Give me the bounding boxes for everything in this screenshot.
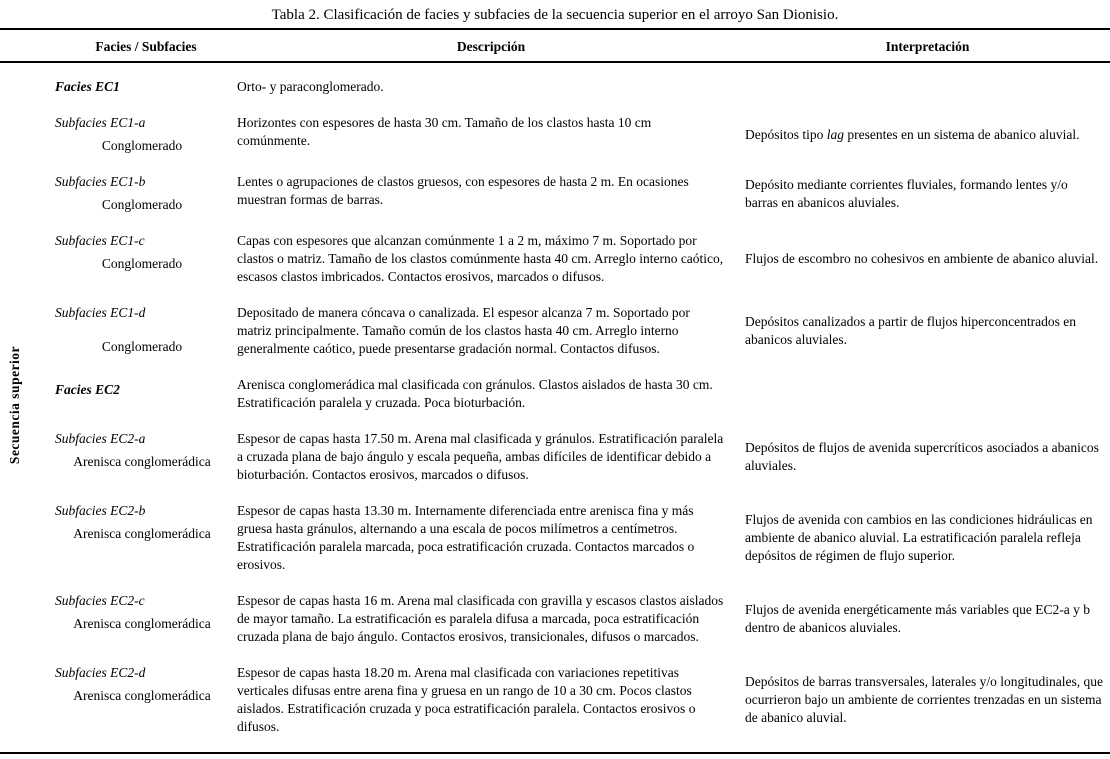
bottom-rule (0, 752, 1110, 754)
descripcion-cell: Orto- y paraconglomerado. (237, 79, 384, 94)
interpretacion-cell: Depósitos de barras transversales, laterales y/o longitudinales, que ocurrieron bajo un ambiente de corrientes trenzadas en un sistema de abanico aluvial. (745, 674, 1104, 725)
descripcion-cell: Espesor de capas hasta 18.20 m. Arena mal clasificada con variaciones repetitivas verticales difusas entre arena fina y gruesa en un rango de 10 a 30 cm. Pocos clastos aislados. Estratificación cruzada y poca estratificación paralela. Contactos erosivos o difusos. (237, 665, 696, 734)
table-row-subfacies-ec2-d (38, 664, 1110, 736)
top-rule (0, 28, 1110, 30)
subfacies-label: Subfacies EC1-d (55, 305, 146, 320)
subfacies-label: Subfacies EC2-c (55, 593, 145, 608)
header-rule (0, 61, 1110, 63)
lithology-label: Conglomerado (101, 197, 183, 212)
table-row-facies-ec1 (38, 78, 1110, 96)
interpretacion-cell: Depósitos canalizados a partir de flujos hiperconcentrados en abanicos aluviales. (745, 314, 1077, 347)
facies-label: Facies EC2 (55, 382, 120, 397)
interpretacion-cell: Flujos de avenida con cambios en las condiciones hidráulicas en ambiente de abanico aluvial. La estratificación paralela refleja depósitos de régimen de flujo superior. (745, 512, 1093, 563)
lithology-label: Arenisca conglomerádica (73, 688, 211, 703)
interpretacion-cell: Flujos de avenida energéticamente más variables que EC2-a y b dentro de abanicos aluviales. (745, 602, 1091, 635)
table-row-subfacies-ec1-b (38, 173, 1110, 214)
interpretacion-cell: Depósitos tipo lag presentes en un sistema de abanico aluvial. (745, 126, 1080, 142)
descripcion-cell: Capas con espesores que alcanzan comúnmente 1 a 2 m, máximo 7 m. Soportado por clastos o matriz. Tamaño de los clastos comúnmente hasta 40 cm. Arreglo interno caótico, escasos clastos imbricados. Contactos erosivos, marcados o difusos. (237, 233, 724, 284)
table-row-subfacies-ec1-c (38, 232, 1110, 286)
table-row-subfacies-ec2-b (38, 502, 1110, 574)
table-header-row (38, 36, 1110, 58)
subfacies-label: Subfacies EC1-b (55, 174, 146, 189)
interpretacion-cell: Depósitos de flujos de avenida supercríticos asociados a abanicos aluviales. (745, 440, 1099, 473)
italic-term: lag (826, 126, 845, 142)
descripcion-cell: Espesor de capas hasta 17.50 m. Arena mal clasificada y gránulos. Estratificación paralela a cruzada plana de bajo ángulo y escala pequeña, ambas difíciles de identificar debido a bioturbación. Contactos erosivos, marcados o difusos. (237, 431, 724, 482)
lithology-label: Arenisca conglomerádica (73, 454, 211, 469)
table-row-subfacies-ec1-a (38, 114, 1110, 155)
subfacies-label: Subfacies EC2-a (55, 431, 146, 446)
lithology-label: Conglomerado (101, 138, 183, 153)
descripcion-cell: Horizontes con espesores de hasta 30 cm. Tamaño de los clastos hasta 10 cm comúnmente. (237, 115, 652, 148)
descripcion-cell: Arenisca conglomerádica mal clasificada con gránulos. Clastos aislados de hasta 30 cm. Estratificación paralela y cruzada. Poca bioturbación. (237, 377, 713, 410)
facies-label: Facies EC1 (55, 79, 120, 94)
column-header-facies: Facies / Subfacies (95, 39, 197, 54)
table-body (38, 66, 1110, 736)
subfacies-label: Subfacies EC2-d (55, 665, 146, 680)
table-row-facies-ec2 (38, 376, 1110, 412)
descripcion-cell: Espesor de capas hasta 16 m. Arena mal clasificada con gravilla y escasos clastos aislados de mayor tamaño. La estratificación es paralela difusa a marcada, poca estratificación cruzada plana de bajo ángulo. Contactos erosivos, transicionales, difusos o marcados. (237, 593, 724, 644)
lithology-label: Arenisca conglomerádica (73, 526, 211, 541)
column-header-descripcion: Descripción (456, 39, 526, 54)
table-row-subfacies-ec2-a (38, 430, 1110, 484)
table-caption: Tabla 2. Clasificación de facies y subfacies de la secuencia superior en el arroyo San Dionisio. (271, 7, 839, 23)
descripcion-cell: Depositado de manera cóncava o canalizada. El espesor alcanza 7 m. Soportado por matriz principalmente. Tamaño común de los clastos hasta 40 cm. Arreglo interno generalmente caótico, puede presentarse gradación normal. Contactos difusos. (237, 305, 690, 356)
lithology-label: Arenisca conglomerádica (73, 616, 211, 631)
column-header-interpretacion: Interpretación (885, 39, 970, 54)
subfacies-label: Subfacies EC1-c (55, 233, 145, 248)
interpretacion-cell: Flujos de escombro no cohesivos en ambiente de abanico aluvial. (745, 251, 1099, 266)
table-row-subfacies-ec1-d (38, 304, 1110, 358)
interpretacion-cell: Depósito mediante corrientes fluviales, formando lentes y/o barras en abanicos aluviales. (745, 176, 1068, 210)
descripcion-cell: Espesor de capas hasta 13.30 m. Internamente diferenciada entre arenisca fina y más gruesa hasta gránulos, alternando a una escala de pocos milímetros a centímetros. Estratificación paralela marcada, poca estratificación cruzada. Contactos marcados o erosivos. (237, 503, 695, 572)
sequence-side-label-text: Secuencia superior (7, 345, 22, 465)
table-row-subfacies-ec2-c (38, 592, 1110, 646)
subfacies-label: Subfacies EC1-a (55, 115, 146, 130)
lithology-label: Conglomerado (101, 339, 183, 354)
descripcion-cell: Lentes o agrupaciones de clastos gruesos, con espesores de hasta 2 m. En ocasiones muestran formas de barras. (237, 174, 689, 207)
subfacies-label: Subfacies EC2-b (55, 503, 146, 518)
lithology-label: Conglomerado (101, 256, 183, 271)
